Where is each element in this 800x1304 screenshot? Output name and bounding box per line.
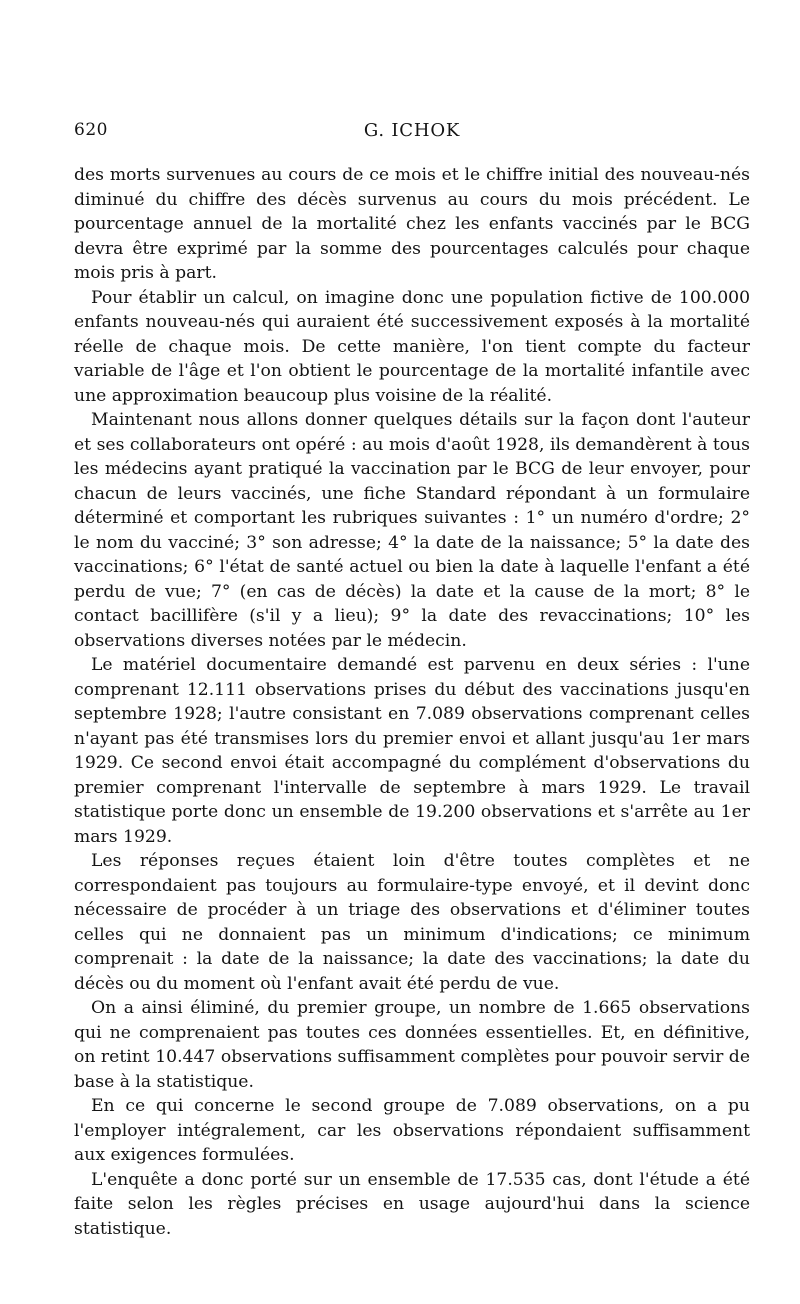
paragraph-1: des morts survenues au cours de ce mois et le chiffre initial des nouveau-nés diminué du chiffre des décès survenus au cours du mois précédent. Le pourcentage annuel de la mortalité chez les enfants vaccinés par le BCG devra être exprimé par la somme des pourcentages calculés pour chaque mois pris à part.: [74, 165, 750, 283]
paragraph-8: L'enquête a donc porté sur un ensemble de 17.535 cas, dont l'étude a été faite selon les règles précises en usage aujourd'hui dans la science statistique.: [74, 1169, 750, 1239]
page-header: [74, 120, 750, 146]
paragraph-5: Les réponses reçues étaient loin d'être toutes complètes et ne correspondaient pas toujours au formulaire-type envoyé, et il devint donc nécessaire de procéder à un triage des observations et d'éliminer toutes celles qui ne donnaient pas un minimum d'indications; ce minimum comprenait : la date de la naissance; la date des vaccinations; la date du décès ou du moment où l'enfant avait été perdu de vue.: [74, 851, 750, 994]
paragraph-6: On a ainsi éliminé, du premier groupe, un nombre de 1.665 observations qui ne comprenaient pas toutes ces données essentielles. Et, en définitive, on retint 10.447 observations suffisamment complètes pour pouvoir servir de base à la statistique.: [74, 998, 750, 1092]
body-text: [74, 163, 750, 1241]
paragraph-2: Pour établir un calcul, on imagine donc une population fictive de 100.000 enfants nouveau-nés qui auraient été successivement exposés à la mortalité réelle de chaque mois. De cette manière, l'on tient compte du facteur variable de l'âge et l'on obtient le pourcentage de la mortalité infantile avec une approximation beaucoup plus voisine de la réalité.: [74, 287, 750, 406]
paragraph-3: Maintenant nous allons donner quelques détails sur la façon dont l'auteur et ses collaborateurs ont opéré : au mois d'août 1928, ils demandèrent à tous les médecins ayant pratiqué la vaccination par le BCG de leur envoyer, pour chacun de leurs vaccinés, une fiche Standard répondant à un formulaire déterminé et comportant les rubriques suivantes : 1° un numéro d'ordre; 2° le nom du vacciné; 3° son adresse; 4° la date de la naissance; 5° la date des vaccinations; 6° l'état de santé actuel ou bien la date à laquelle l'enfant a été perdu de vue; 7° (en cas de décès) la date et la cause de la mort; 8° le contact bacillifère (s'il y a lieu); 9° la date des revaccinations; 10° les observations diverses notées par le médecin.: [74, 410, 750, 651]
running-head: G. ICHOK: [363, 120, 461, 141]
paragraph-4: Le matériel documentaire demandé est parvenu en deux séries : l'une comprenant 12.111 observations prises du début des vaccinations jusqu'en septembre 1928; l'autre consistant en 7.089 observations comprenant celles n'ayant pas été transmises lors du premier envoi et allant jusqu'au 1er mars 1929. Ce second envoi était accompagné du complément d'observations du premier comprenant l'intervalle de septembre à mars 1929. Le travail statistique porte donc un ensemble de 19.200 observations et s'arrête au 1er mars 1929.: [74, 655, 750, 847]
paragraph-7: En ce qui concerne le second groupe de 7.089 observations, on a pu l'employer intégralement, car les observations répondaient suffisamment aux exigences formulées.: [74, 1096, 750, 1165]
page-number: 620: [74, 120, 108, 140]
